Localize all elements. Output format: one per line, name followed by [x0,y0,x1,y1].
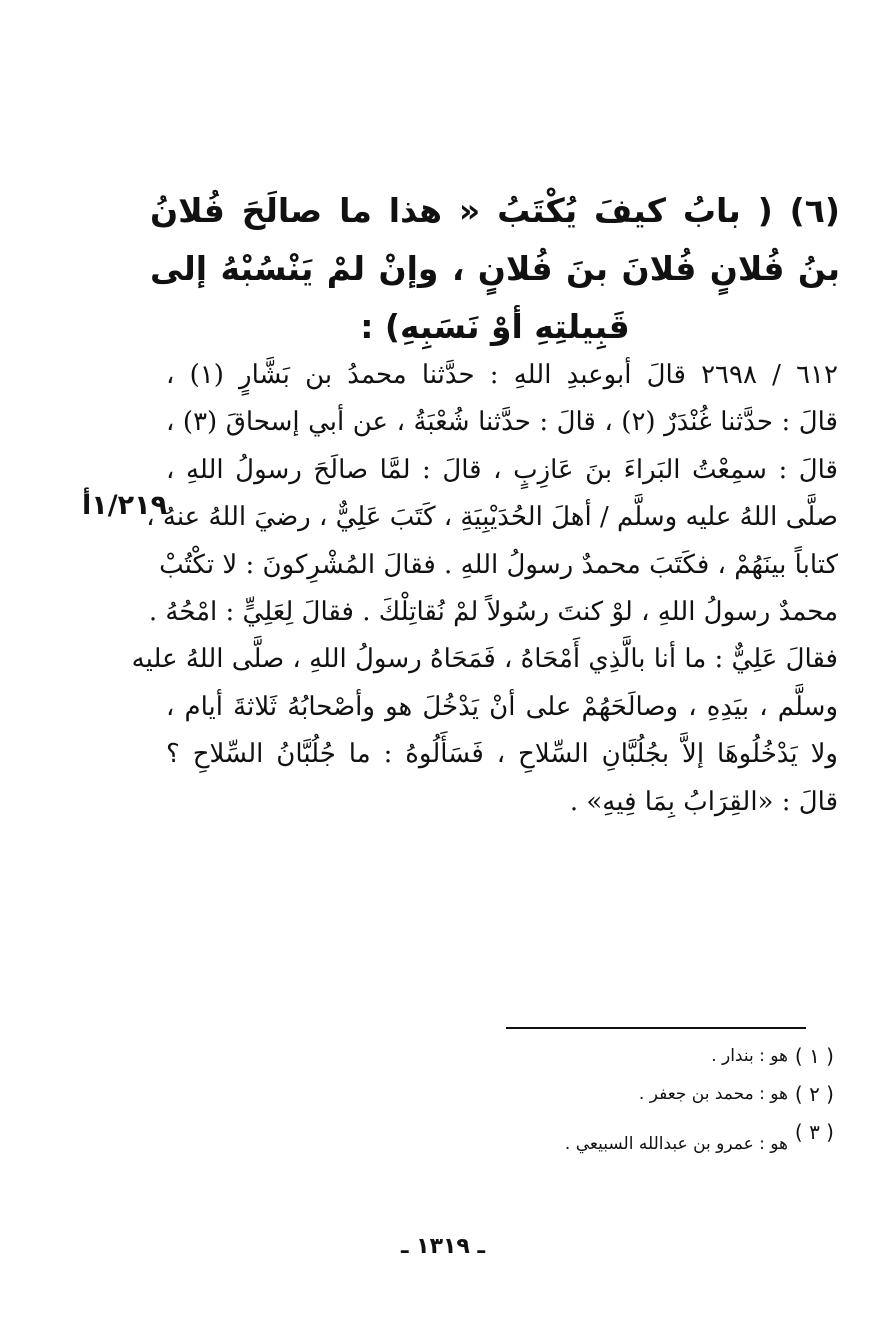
footnote-separator [506,1027,806,1029]
footnote-number: ( ٣ ) [794,1120,834,1144]
text-line: قالَ : «القِرَابُ بِمَا فِيهِ» . [569,786,838,817]
page-number: ـ ١٣١٩ ـ [400,1234,486,1259]
footnote-number: ( ٢ ) [794,1082,834,1106]
text-line: ٦١٢ / ٢٦٩٨ قالَ أبوعبدِ اللهِ : حدَّثنا محمدُ بن بَشَّارٍ (١) ، [166,360,838,390]
text-line: وسلَّم ، بيَدِهِ ، وصالَحَهُمْ على أنْ يَدْخُلَ هو وأصْحابُهُ ثَلاثةَ أيام ، [166,691,838,722]
footnote-number: ( ١ ) [794,1044,834,1068]
footnote-text: هو : عمرو بن عبدالله السبيعي . [564,1134,788,1154]
hadith-text [131,352,838,826]
footnote-text: هو : بندار . [711,1046,788,1066]
footnote [434,1044,834,1082]
chapter-heading: (٦) ( بابُ كيفَ يُكْتَبُ « هذا ما صالَحَ فُلانُ بنُ فُلانٍ فُلانَ بنَ فُلانٍ ، وإنْ لمْ يَنْسُبْهُ إلى قَبِيلتِهِ أوْ نَسَبِهِ) : [150,191,840,346]
text-line: قالَ : سمِعْتُ البَراءَ بنَ عَازِبٍ ، قالَ : لمَّا صالَحَ رسولُ اللهِ ، [166,454,838,485]
footnote-text: هو : محمد بن جعفر . [638,1084,788,1104]
text-line: صلَّى اللهُ عليه وسلَّم / أهلَ الحُدَيْبِيَةِ ، كَتَبَ عَلِيٌّ ، رضيَ اللهُ عنهُ ، [146,502,838,533]
footnote [434,1120,834,1158]
text-line: قالَ : حدَّثنا غُنْدَرٌ (٢) ، قالَ : حدَّثنا شُعْبَةُ ، عن أبي إسحاقَ (٣) ، [166,407,838,438]
text-line: ولا يَدْخُلُوهَا إلاَّ بجُلُبَّانِ السِّلاحِ ، فَسَأَلُوهُ : ما جُلُبَّانُ السِّلاحِ ؟ [166,739,838,770]
text-line: كتاباً بينَهُمْ ، فكَتَبَ محمدٌ رسولُ اللهِ . فقالَ المُشْرِكونَ : لا تكْتُبْ [159,549,838,580]
text-line: فقالَ عَلِيٌّ : ما أنا بالَّذِي أَمْحَاهُ ، فَمَحَاهُ رسولُ اللهِ ، صلَّى اللهُ عليه [131,644,838,675]
footnotes [434,1044,834,1158]
text-line: محمدٌ رسولُ اللهِ ، لوْ كنتَ رسُولاً لمْ نُقاتِلْكَ . فقالَ لِعَلِيٍّ : امْحُهُ . [148,597,838,628]
footnote [434,1082,834,1120]
manuscript-folio-reference: ١/٢١٩أ [82,490,168,521]
